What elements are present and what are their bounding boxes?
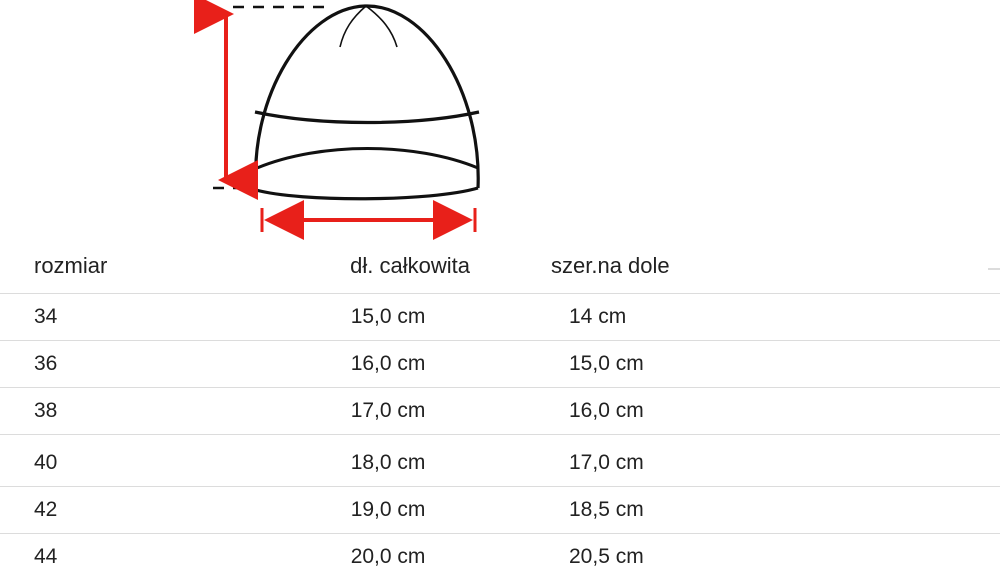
cell-length: 20,0 cm: [255, 534, 551, 580]
hat-outline: [255, 6, 479, 199]
bottom-width-arrow: [262, 208, 475, 232]
cell-width: 17,0 cm: [551, 435, 1000, 487]
cell-width: 20,5 cm: [551, 534, 1000, 580]
cell-size: 40: [0, 435, 255, 487]
cell-size: 42: [0, 487, 255, 534]
cell-width: 16,0 cm: [551, 388, 1000, 435]
table-row: [0, 487, 1000, 534]
table-row: [0, 534, 1000, 580]
hat-measurement-diagram: [0, 0, 1000, 245]
cell-length: 15,0 cm: [255, 294, 551, 341]
cell-size: 38: [0, 388, 255, 435]
cell-size: 36: [0, 341, 255, 388]
size-table: [0, 245, 1000, 580]
cell-size: 44: [0, 534, 255, 580]
cell-size: 34: [0, 294, 255, 341]
table-row: [0, 294, 1000, 341]
cell-length: 16,0 cm: [255, 341, 551, 388]
cell-length: 17,0 cm: [255, 388, 551, 435]
column-header-width: szer.na dole: [551, 245, 1000, 294]
cell-width: 18,5 cm: [551, 487, 1000, 534]
column-header-length: dł. całkowita: [255, 245, 551, 294]
table-row: [0, 341, 1000, 388]
cell-length: 19,0 cm: [255, 487, 551, 534]
hat-top-seams: [340, 6, 397, 47]
cell-width: 14 cm: [551, 294, 1000, 341]
table-row: [0, 435, 1000, 487]
guide-lines: [213, 7, 330, 188]
cell-length: 18,0 cm: [255, 435, 551, 487]
cell-width: 15,0 cm: [551, 341, 1000, 388]
table-edge-rule: [988, 268, 1000, 270]
table-header-row: [0, 245, 1000, 294]
table-row: [0, 388, 1000, 435]
column-header-size: rozmiar: [0, 245, 255, 294]
